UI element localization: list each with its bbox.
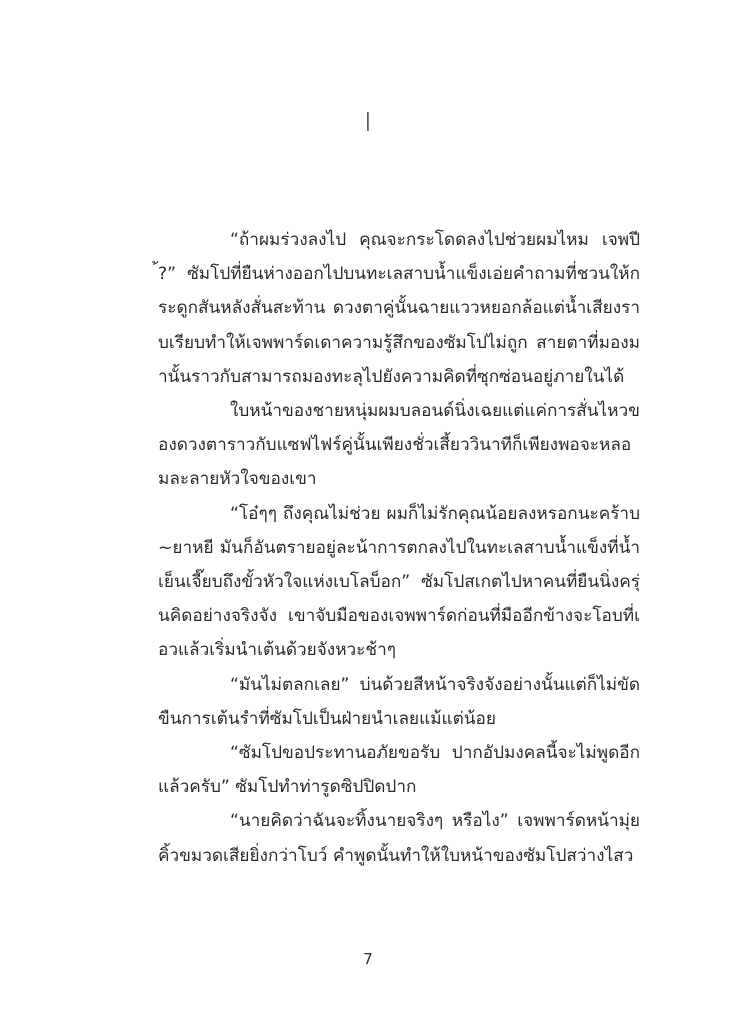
- paragraph: “นายคิดว่าฉันจะทิ้งนายจริงๆ หรือไง” เจพพาร์ดหน้ามุ่ยคิ้วขมวดเสียยิ่งกว่าโบว์ คำพูดนั้นทำให้ใบหน้าของซัมโปสว่างไสว: [158, 811, 640, 866]
- paragraph: ใบหน้าของชายหนุ่มผมบลอนด์นิ่งเฉยแต่แค่การสั่นไหวของดวงตาราวกับแซฟไฟร์คู่นั้นเพียงชั่วเสี้ยววินาทีก็เพียงพอจะหลอมละลายหัวใจของเขา: [158, 401, 640, 490]
- body-text: [158, 223, 640, 873]
- chapter-number: I: [364, 108, 372, 138]
- page-number: 7: [363, 950, 373, 968]
- paragraph: “โอ๋ๆๆ ถึงคุณไม่ช่วย ผมก็ไม่รักคุณน้อยลงหรอกนะคร้าบ~ยาหยี มันก็อันตรายอยู่ละน้าการตกลงไปในทะเลสาบน้ำแข็งที่น้ำเย็นเจี๊ยบถึงขั้วหัวใจแห่งเบโลบ็อก” ซัมโปสเกตไปหาคนที่ยืนนิ่งครุ่นคิดอย่างจริงจัง เขาจับมือของเจพพาร์ดก่อนที่มืออีกข้างจะโอบที่เอวแล้วเริ่มนำเต้นด้วยจังหวะช้าๆ: [158, 503, 640, 661]
- paragraph: “ถ้าผมร่วงลงไป คุณจะกระโดดลงไปช่วยผมไหม เจพปี้?” ซัมโปที่ยืนห่างออกไปบนทะเลสาบน้ำแข็งเอ่ยคำถามที่ชวนให้กระดูกสันหลังสั่นสะท้าน ดวงตาคู่นั้นฉายแววหยอกล้อแต่น้ำเสียงราบเรียบทำให้เจพพาร์ดเดาความรู้สึกของซัมโปไม่ถูก สายตาที่มองมานั้นราวกับสามารถมองทะลุไปยังความคิดที่ซุกซ่อนอยู่ภายในได้: [158, 230, 640, 387]
- paragraph: “ซัมโปขอประทานอภัยขอรับ ปากอัปมงคลนี้จะไม่พูดอีกแล้วครับ” ซัมโปทำท่ารูดซิปปิดปาก: [158, 743, 640, 798]
- paragraph: “มันไม่ตลกเลย” บ่นด้วยสีหน้าจริงจังอย่างนั้นแต่ก็ไม่ขัดขืนการเต้นรำที่ซัมโปเป็นฝ่ายนำเลยแม้แต่น้อย: [158, 674, 640, 729]
